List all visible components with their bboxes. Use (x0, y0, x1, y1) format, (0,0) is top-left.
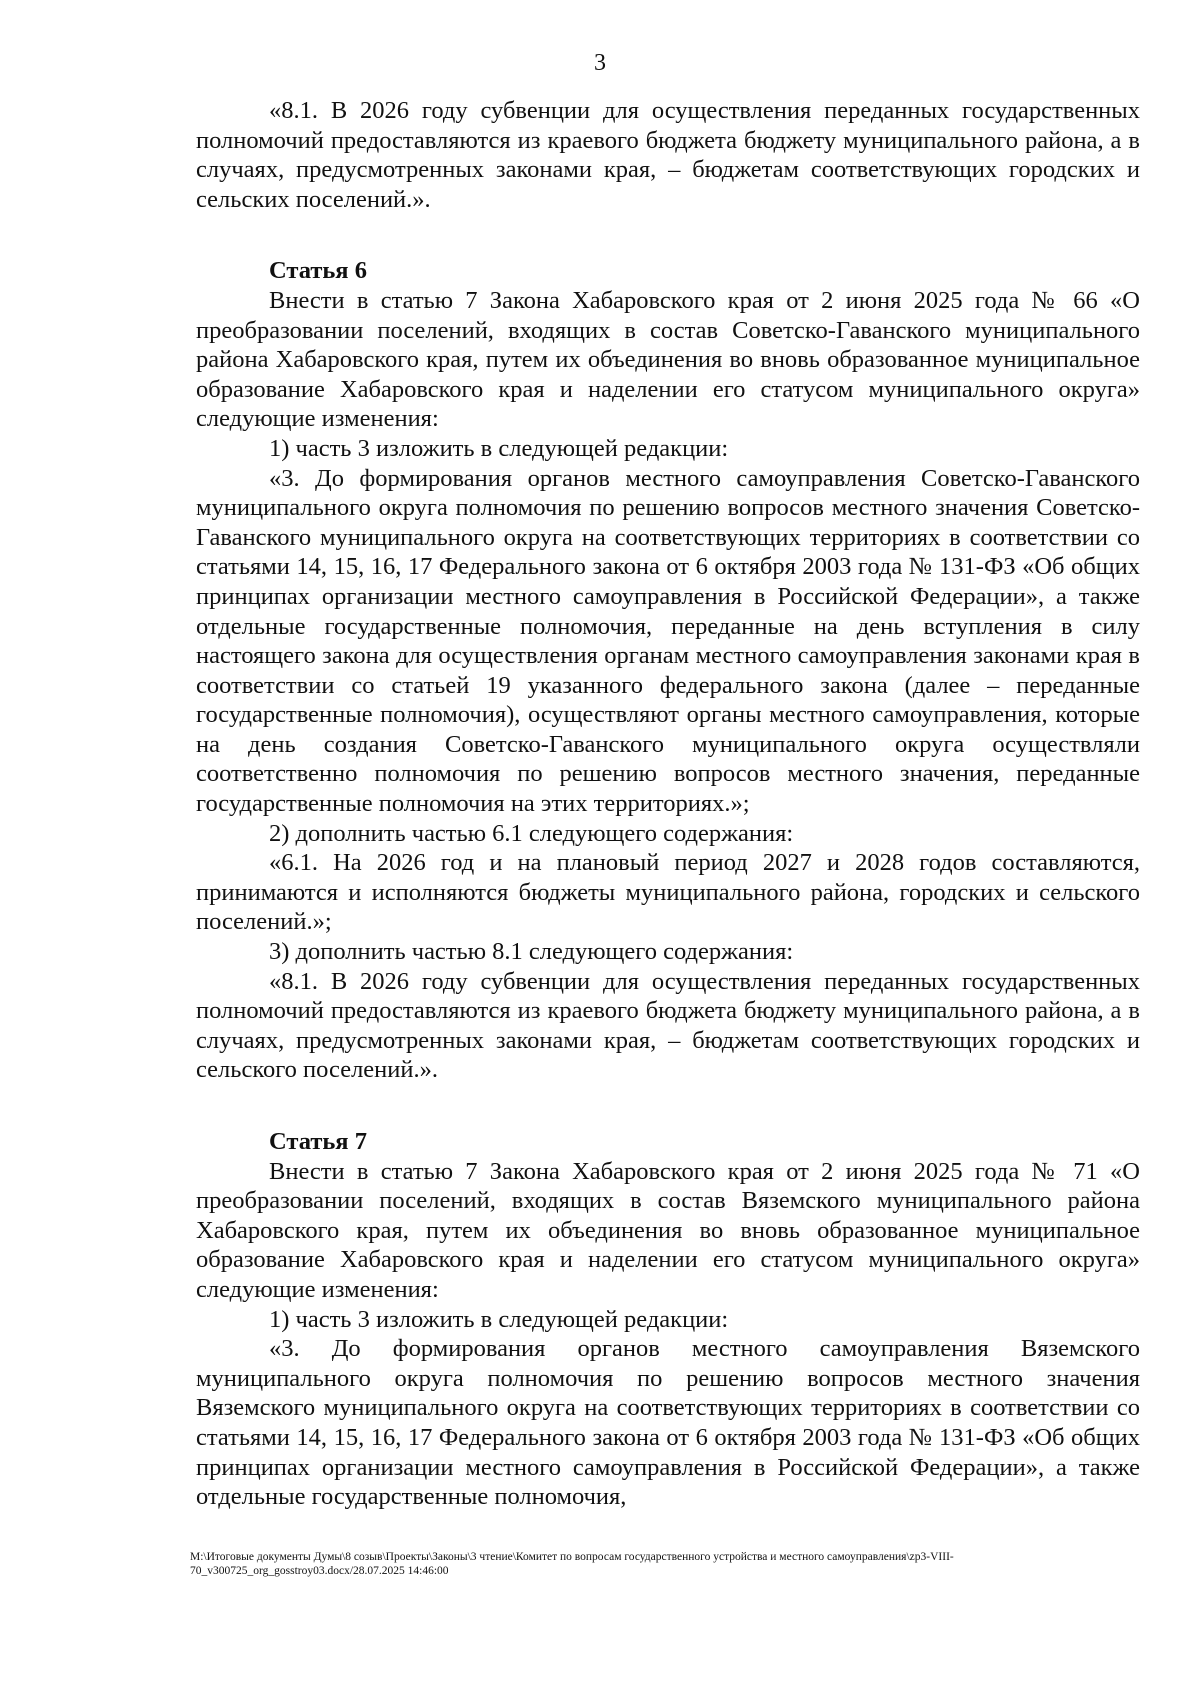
page-number: 3 (594, 50, 606, 76)
paragraph: 1) часть 3 изложить в следующей редакции: (269, 1305, 729, 1333)
paragraph: «8.1. В 2026 году субвенции для осуществления переданных государственных полномочий предоставляются из краевого бюджета бюджету муниципального района, а в случаях, предусмотренных законами края, – бюджетам соответствующих городских и сельского поселений.». (196, 967, 1140, 1084)
spacer (196, 214, 1140, 256)
paragraph: «3. До формирования органов местного самоуправления Советско-Гаванского муниципального округа полномочия по решению вопросов местного значения Советско-Гаванского муниципального округа на соответствующих территориях в соответствии со статьями 14, 15, 16, 17 Федерального закона от 6 октября 2003 года № 131-ФЗ «Об общих принципах организации местного самоуправления в Российской Федерации», а также отдельные государственные полномочия, переданные на день вступления в силу настоящего закона для осуществления органам местного самоуправления законами края в соответствии со статьей 19 указанного федерального закона (далее – переданные государственные полномочия), осуществляют органы местного самоуправления, которые на день создания Советско-Гаванского муниципального округа осуществляли соответственно полномочия по решению вопросов местного значения, переданные государственные полномочия на этих территориях.»; (196, 464, 1140, 818)
article-heading: Статья 7 (269, 1128, 367, 1155)
paragraph: Внести в статью 7 Закона Хабаровского края от 2 июня 2025 года № 66 «О преобразовании поселений, входящих в состав Советско-Гаванского муниципального района Хабаровского края, путем их объединения во вновь образованное муниципальное образование Хабаровского края и наделении его статусом муниципального округа» следующие изменения: (196, 286, 1140, 433)
paragraph: 2) дополнить частью 6.1 следующего содержания: (269, 819, 794, 847)
paragraph: «3. До формирования органов местного самоуправления Вяземского муниципального округа полномочия по решению вопросов местного значения Вяземского муниципального округа на соответствующих территориях в соответствии со статьями 14, 15, 16, 17 Федерального закона от 6 октября 2003 года № 131-ФЗ «Об общих принципах организации местного самоуправления в Российской Федерации», а также отдельные государственные полномочия, (196, 1335, 1140, 1511)
article-heading: Статья 6 (269, 257, 367, 285)
document-body (196, 96, 1140, 1512)
paragraph: Внести в статью 7 Закона Хабаровского края от 2 июня 2025 года № 71 «О преобразовании поселений, входящих в состав Вяземского муниципального района Хабаровского края, путем их объединения во вновь образованное муниципальное образование Хабаровского края и наделении его статусом муниципального округа» следующие изменения: (196, 1157, 1140, 1303)
footer-file-path: M:\Итоговые документы Думы\8 созыв\Проекты\Законы\3 чтение\Комитет по вопросам государственного устройства и местного самоуправления\zp3-VIII-70_v300725_org_gosstroy03.docx/28.07.2025 14:46:00 (190, 1551, 954, 1577)
paragraph: «6.1. На 2026 год и на плановый период 2027 и 2028 годов составляются, принимаются и исполняются бюджеты муниципального района, городских и сельского поселений.»; (196, 849, 1140, 936)
spacer (196, 1085, 1140, 1127)
paragraph: «8.1. В 2026 году субвенции для осуществления переданных государственных полномочий предоставляются из краевого бюджета бюджету муниципального района, а в случаях, предусмотренных законами края, – бюджетам соответствующих городских и сельских поселений.». (196, 97, 1140, 213)
paragraph: 1) часть 3 изложить в следующей редакции: (269, 434, 729, 462)
paragraph: 3) дополнить частью 8.1 следующего содержания: (269, 938, 794, 966)
